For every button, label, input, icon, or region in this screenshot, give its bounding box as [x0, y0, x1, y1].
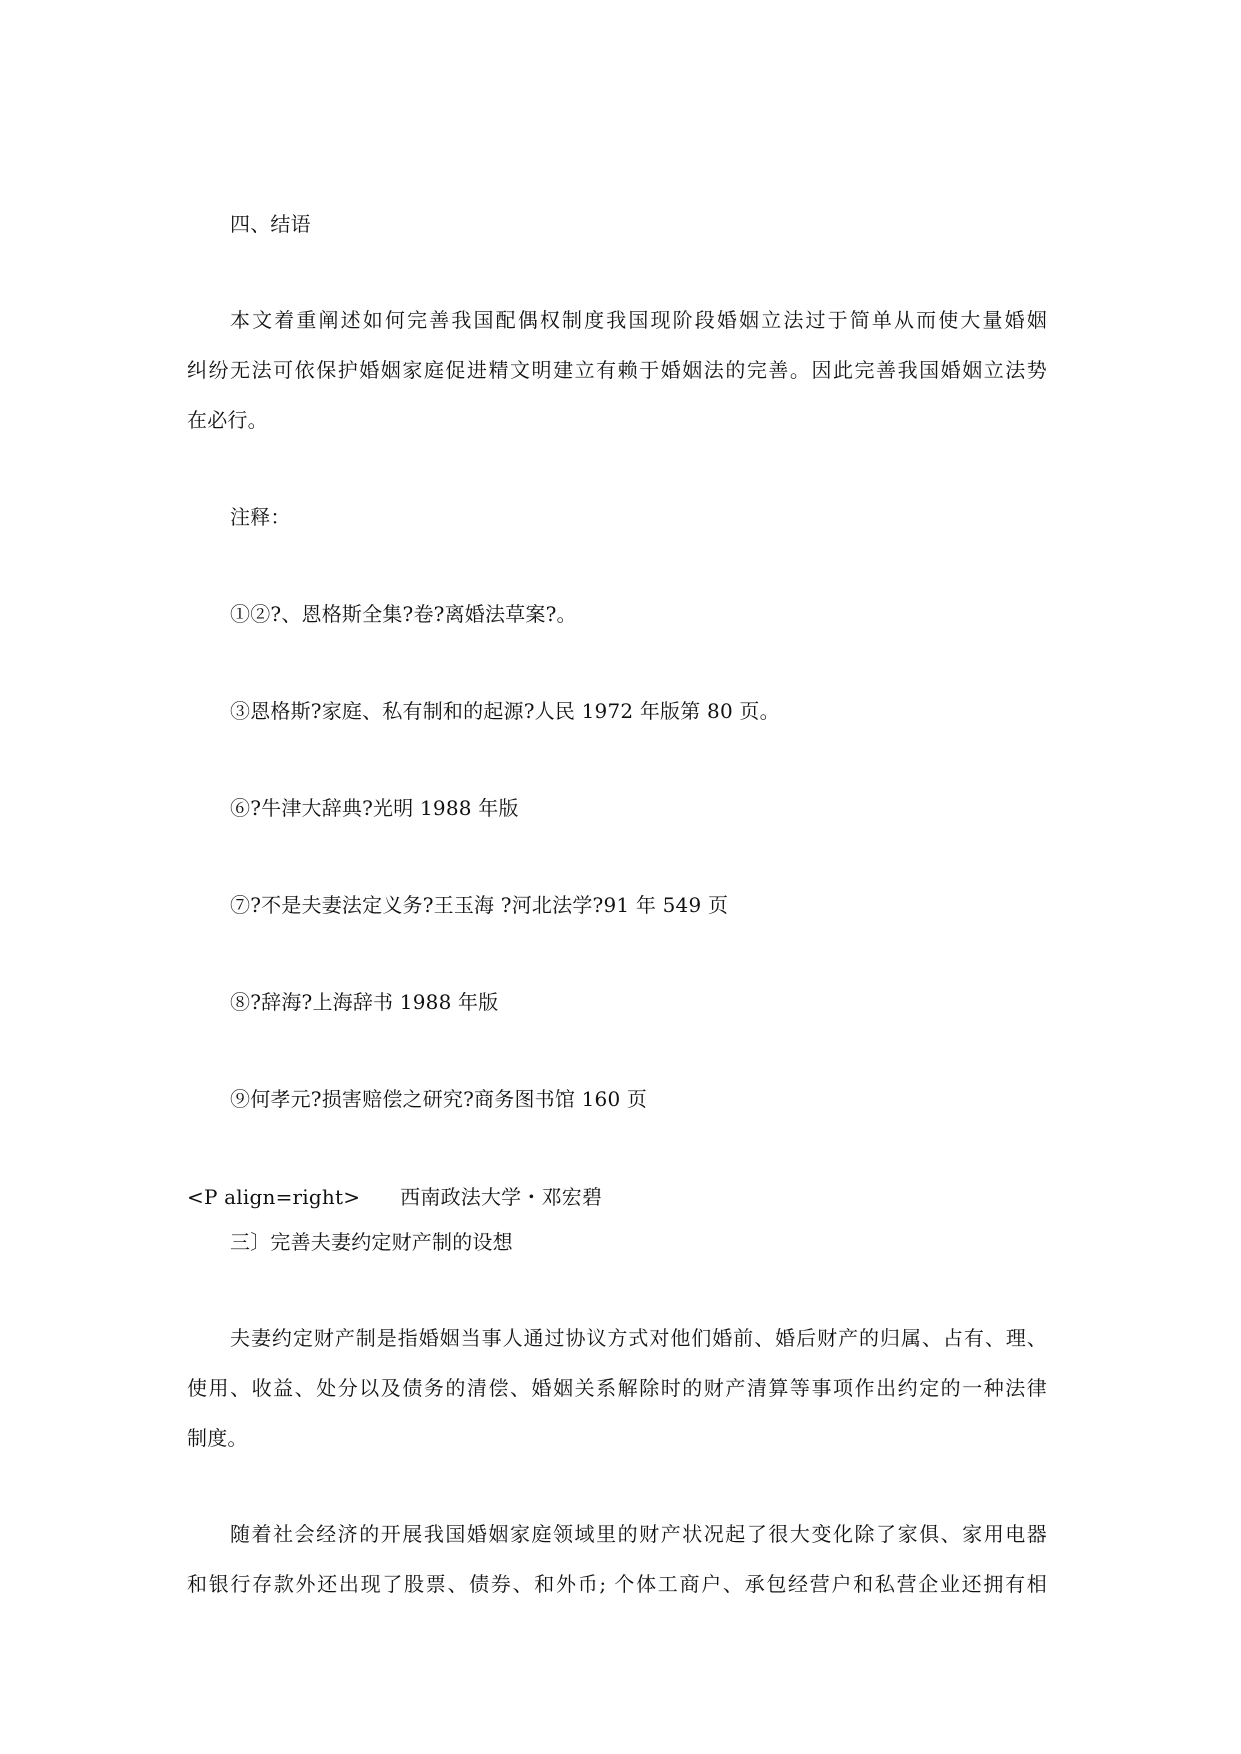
section-heading-property-agreement: 三〕完善夫妻约定财产制的设想	[230, 1230, 513, 1254]
byline	[187, 1183, 602, 1211]
byline-tag: <P align=right>	[187, 1185, 361, 1209]
conclusion-line-1: 本文着重阐述如何完善我国配偶权制度我国现阶段婚姻立法过于简单从而使大量婚姻	[230, 308, 1047, 332]
para2-line-2: 和银行存款外还出现了股票、债券、和外币; 个体工商户、承包经营户和私营企业还拥有相	[187, 1572, 1047, 1596]
note-item: ①②?、恩格斯全集?卷?离婚法草案?。	[230, 602, 577, 626]
para1-line-1: 夫妻约定财产制是指婚姻当事人通过协议方式对他们婚前、婚后财产的归属、占有、理、	[230, 1326, 1047, 1350]
note-item: ⑨何孝元?损害赔偿之研究?商务图书馆 160 页	[230, 1087, 648, 1111]
note-item: ③恩格斯?家庭、私有制和的起源?人民 1972 年版第 80 页。	[230, 699, 780, 723]
note-item: ⑧?辞海?上海辞书 1988 年版	[230, 990, 499, 1014]
para1-line-2: 使用、收益、处分以及债务的清偿、婚姻关系解除时的财产清算等事项作出约定的一种法律	[187, 1376, 1047, 1400]
conclusion-line-2: 纠纷无法可依保护婚姻家庭促进精文明建立有赖于婚姻法的完善。因此完善我国婚姻立法势	[187, 358, 1047, 382]
conclusion-line-3: 在必行。	[187, 408, 268, 432]
section-heading-conclusion: 四、结语	[230, 212, 311, 236]
notes-heading: 注释：	[230, 505, 291, 529]
para2-line-1: 随着社会经济的开展我国婚姻家庭领域里的财产状况起了很大变化除了家俱、家用电器	[230, 1522, 1047, 1546]
para1-line-3: 制度。	[187, 1426, 248, 1450]
byline-author: 西南政法大学・邓宏碧	[400, 1185, 603, 1209]
note-item: ⑥?牛津大辞典?光明 1988 年版	[230, 796, 519, 820]
note-item: ⑦?不是夫妻法定义务?王玉海 ?河北法学?91 年 549 页	[230, 893, 729, 917]
